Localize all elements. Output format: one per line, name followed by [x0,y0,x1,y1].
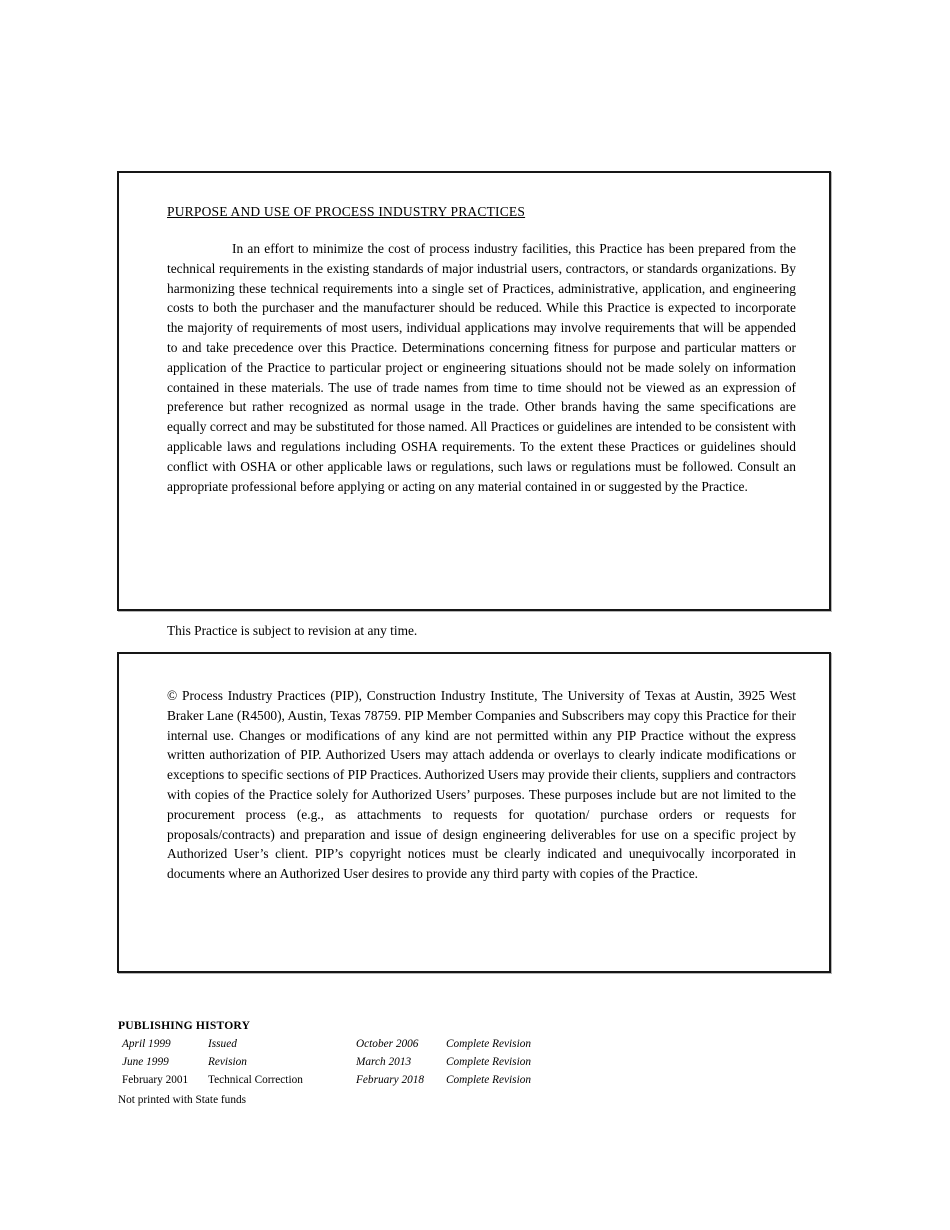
history-date: April 1999 [122,1038,171,1050]
history-date: February 2018 [356,1074,425,1086]
history-event: Complete Revision [446,1056,532,1068]
history-date: October 2006 [356,1038,419,1050]
purpose-box [117,171,831,611]
history-date: March 2013 [356,1056,412,1068]
history-event: Issued [208,1038,237,1050]
copyright-box [117,652,831,973]
copyright-paragraph: © Process Industry Practices (PIP), Construction Industry Institute, The University of Texas at Austin, 3925 West Braker Lane (R4500), Austin, Texas 78759. PIP Member Companies and Subscribers may copy this Practice for their internal use. Changes or modifications of any kind are not permitted within any PIP Practice without the express written authorization of PIP. Authorized Users may attach addenda or overlays to clearly indicate modifications or exceptions to specific sections of PIP Practices. Authorized Users may provide their clients, suppliers and contractors with copies of the Practice solely for Authorized Users’ purposes. These purposes include but are not limited to the procurement process (e.g., as attachments to requests for quotation/ purchase orders or requests for proposals/contracts) and preparation and issue of design engineering deliverables for use on a specific project by Authorized User’s client. PIP’s copyright notices must be clearly indicated and unequivocally incorporated in documents where an Authorized User desires to provide any third party with copies of the Practice. [167,688,796,882]
publishing-history-table [118,1035,531,1089]
purpose-paragraph: In an effort to minimize the cost of process industry facilities, this Practice has been prepared from the technical requirements in the existing standards of major industrial users, contractors, or standards organizations. By harmonizing these technical requirements into a single set of Practices, administrative, application, and engineering costs to both the purchaser and the manufacturer should be reduced. While this Practice is expected to incorporate the majority of requirements of most users, individual applications may involve requirements that will be appended to and take precedence over this Practice. Determinations concerning fitness for purpose and particular matters or application of the Practice to particular project or engineering situations should not be made solely on information contained in these materials. The use of trade names from time to time should not be viewed as an expression of preference but rather recognized as normal usage in the trade. Other brands having the same specifications are equally correct and may be substituted for those named. All Practices or guidelines are intended to be consistent with applicable laws and regulations including OSHA requirements. To the extent these Practices or guidelines should conflict with OSHA or other applicable laws or regulations, such laws or regulations must be followed. Consult an appropriate professional before applying or acting on any material contained in or suggested by the Practice. [167,241,796,494]
history-event: Complete Revision [446,1074,532,1086]
history-date: June 1999 [122,1056,169,1068]
history-date: February 2001 [122,1074,189,1086]
revision-note: This Practice is subject to revision at any time. [167,623,418,638]
state-funds-note: Not printed with State funds [118,1094,247,1106]
history-event: Technical Correction [208,1074,303,1086]
history-event: Revision [208,1056,247,1068]
publishing-history [118,1019,531,1108]
history-event: Complete Revision [446,1038,532,1050]
publishing-history-title: PUBLISHING HISTORY [118,1019,251,1032]
purpose-heading: PURPOSE AND USE OF PROCESS INDUSTRY PRACTICES [167,204,526,219]
